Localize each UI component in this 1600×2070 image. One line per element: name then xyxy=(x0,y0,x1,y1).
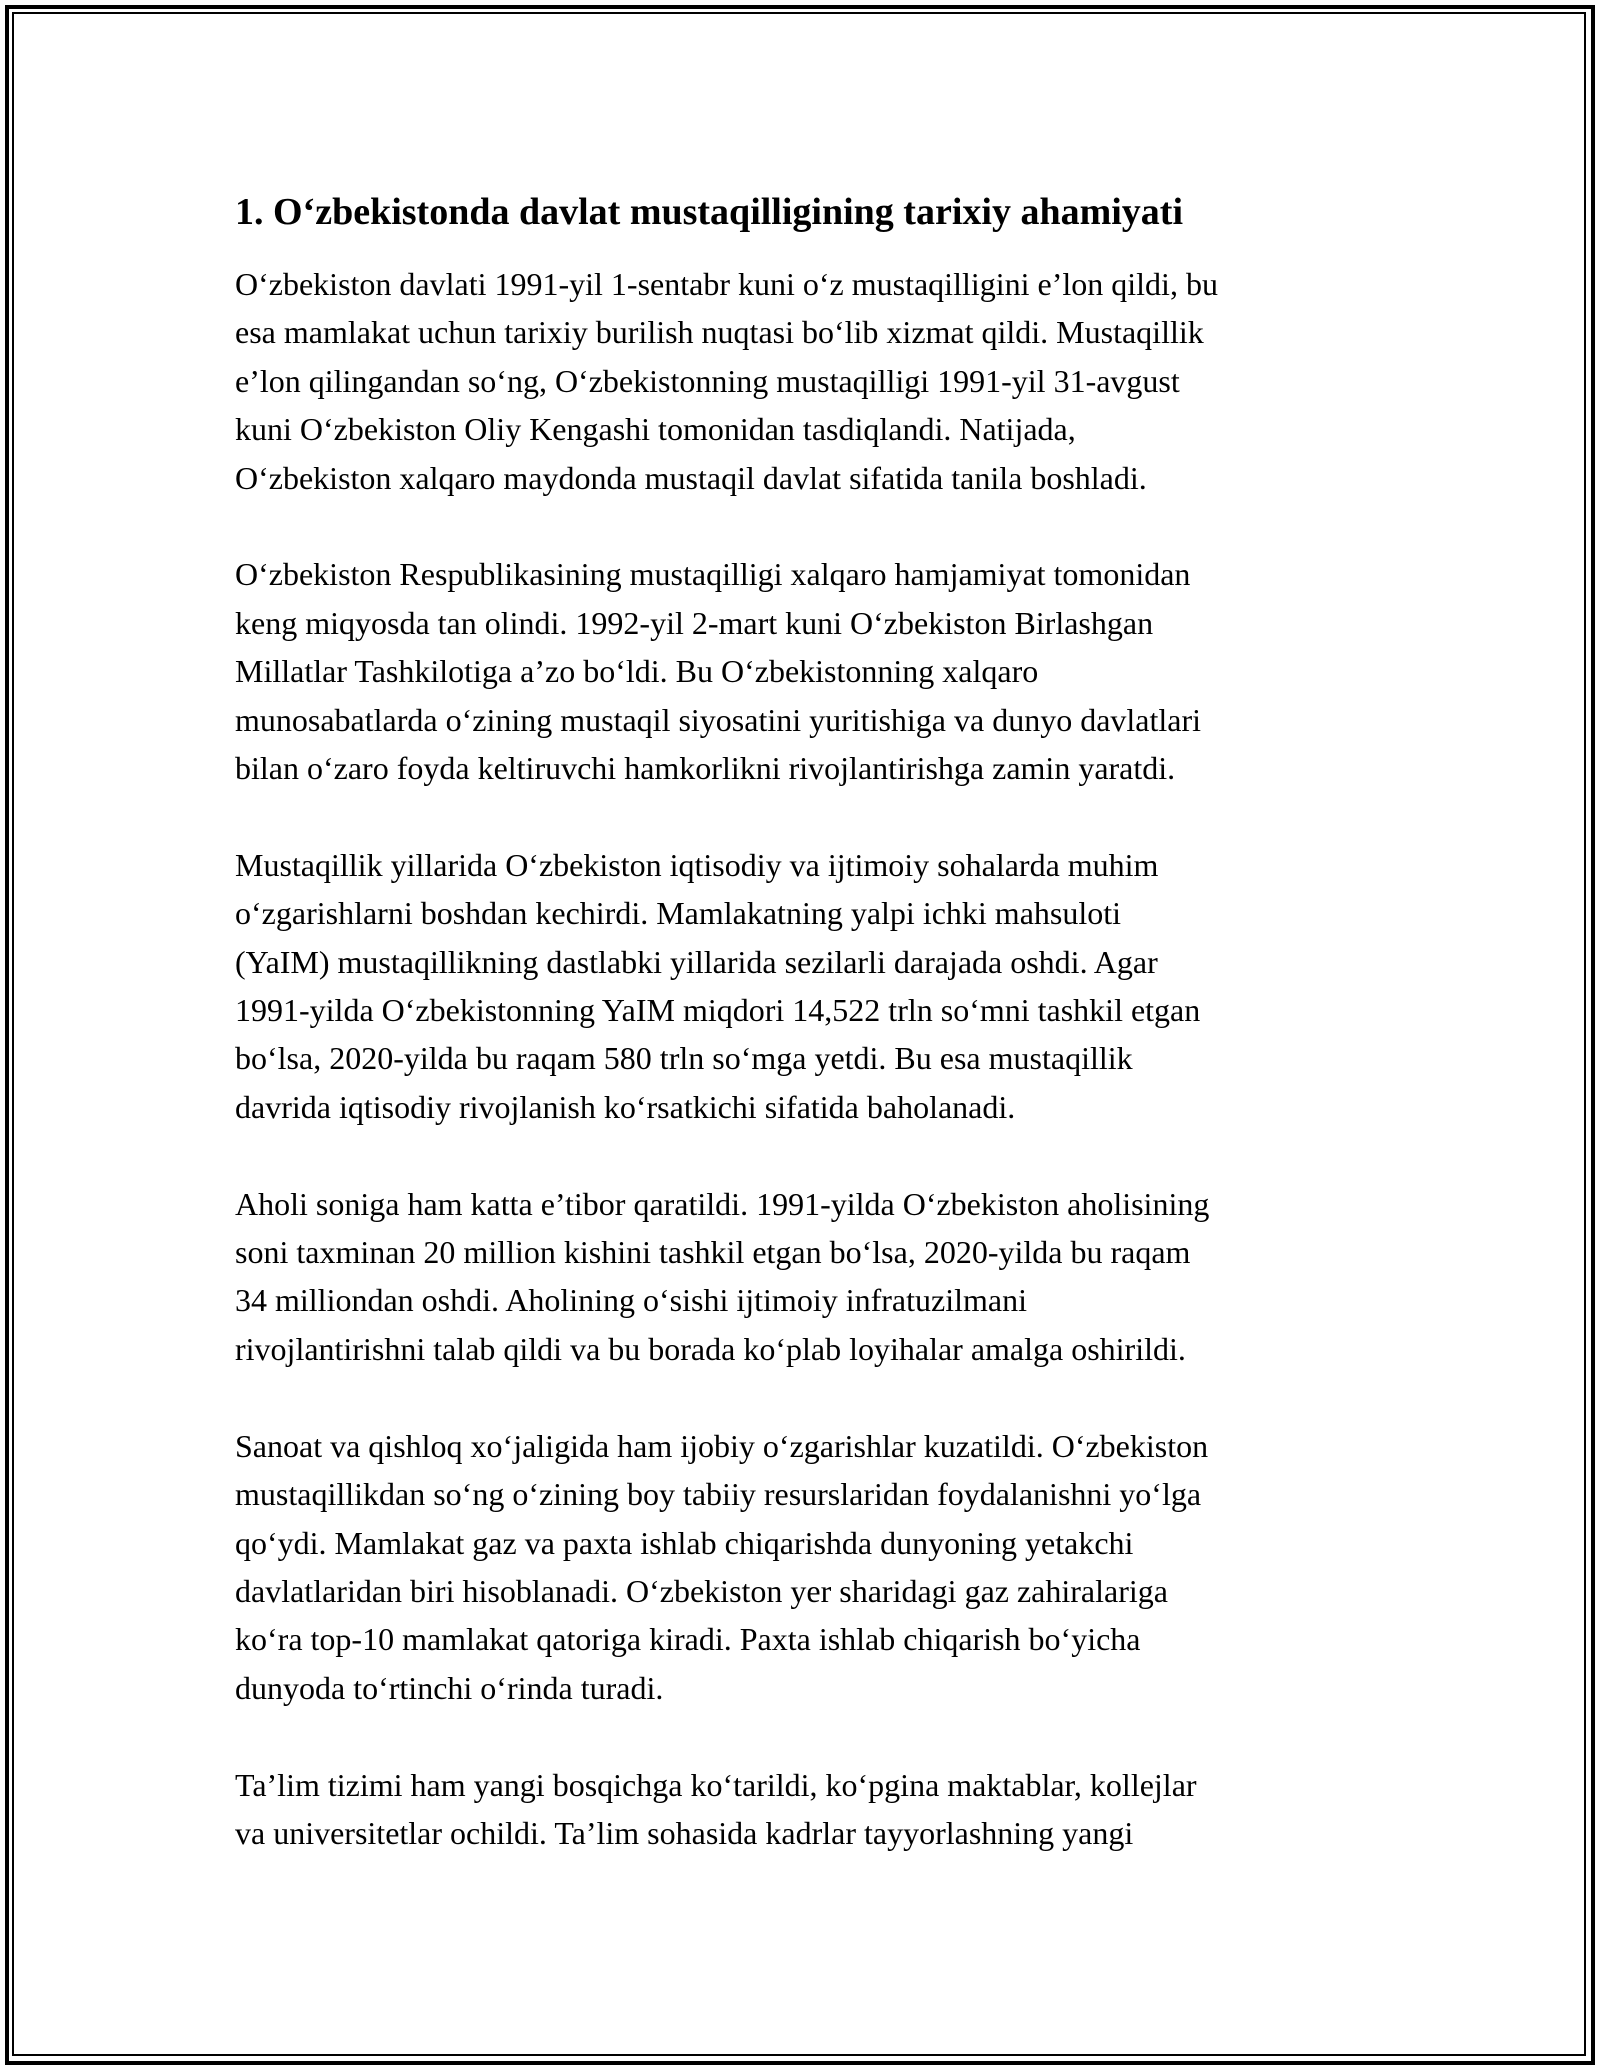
paragraph-population xyxy=(235,1180,1395,1374)
text-line: keng miqyosda tan olindi. 1992-yil 2-mart kuni O‘zbekiston Birlashgan xyxy=(235,604,1154,641)
text-line: o‘zgarishlarni boshdan kechirdi. Mamlakatning yalpi ichki mahsuloti xyxy=(235,895,1122,932)
text-line: O‘zbekiston Respublikasining mustaqilligi xalqaro hamjamiyat tomonidan xyxy=(235,556,1191,593)
text-line: bilan o‘zaro foyda keltiruvchi hamkorlikni rivojlantirishga zamin yaratdi. xyxy=(235,750,1176,787)
text-line: Ta’lim tizimi ham yangi bosqichga ko‘tarildi, ko‘pgina maktablar, kollejlar xyxy=(235,1766,1197,1803)
text-line: O‘zbekiston xalqaro maydonda mustaqil davlat sifatida tanila boshladi. xyxy=(235,459,1147,496)
text-line: kuni O‘zbekiston Oliy Kengashi tomonidan tasdiqlandi. Natijada, xyxy=(235,411,1076,448)
text-line: 1991-yilda O‘zbekistonning YaIM miqdori 14,522 trln so‘mni tashkil etgan xyxy=(235,992,1201,1029)
text-line: davrida iqtisodiy rivojlanish ko‘rsatkichi sifatida baholanadi. xyxy=(235,1088,1016,1125)
paragraph-education xyxy=(235,1761,1395,1858)
text-line: e’lon qilingandan so‘ng, O‘zbekistonning mustaqilligi 1991-yil 31-avgust xyxy=(235,362,1180,399)
document-body xyxy=(235,186,1395,1906)
text-line: O‘zbekiston davlati 1991-yil 1-sentabr kuni o‘z mustaqilligini e’lon qildi, bu xyxy=(235,266,1218,302)
text-line: dunyoda to‘rtinchi o‘rinda turadi. xyxy=(235,1669,664,1706)
text-line: bo‘lsa, 2020-yilda bu raqam 580 trln so‘mga yetdi. Bu esa mustaqillik xyxy=(235,1040,1133,1077)
section-heading: 1. O‘zbekistonda davlat mustaqilligining tarixiy ahamiyati xyxy=(235,191,1183,233)
text-line: davlatlaridan biri hisoblanadi. O‘zbekiston yer sharidagi gaz zahiralariga xyxy=(235,1572,1168,1609)
text-line: qo‘ydi. Mamlakat gaz va paxta ishlab chiqarishda dunyoning yetakchi xyxy=(235,1524,1134,1561)
paragraph-industry-agriculture xyxy=(235,1422,1395,1712)
text-line: Mustaqillik yillarida O‘zbekiston iqtisodiy va ijtimoiy sohalarda muhim xyxy=(235,846,1159,883)
paragraph-international-recognition xyxy=(235,550,1395,792)
text-line: munosabatlarda o‘zining mustaqil siyosatini yuritishiga va dunyo davlatlari xyxy=(235,701,1202,738)
text-line: va universitetlar ochildi. Ta’lim sohasida kadrlar tayyorlashning yangi xyxy=(235,1814,1134,1851)
text-line: rivojlantirishni talab qildi va bu borada ko‘plab loyihalar amalga oshirildi. xyxy=(235,1330,1186,1367)
text-line: Aholi soniga ham katta e’tibor qaratildi. 1991-yilda O‘zbekiston aholisining xyxy=(235,1185,1210,1222)
text-line: (YaIM) mustaqillikning dastlabki yillarida sezilarli darajada oshdi. Agar xyxy=(235,943,1158,980)
text-line: esa mamlakat uchun tarixiy burilish nuqtasi bo‘lib xizmat qildi. Mustaqillik xyxy=(235,314,1204,351)
paragraph-economic-changes xyxy=(235,841,1395,1131)
text-line: 34 milliondan oshdi. Aholining o‘sishi ijtimoiy infratuzilmani xyxy=(235,1282,1027,1319)
text-line: ko‘ra top-10 mamlakat qatoriga kiradi. Paxta ishlab chiqarish bo‘yicha xyxy=(235,1621,1141,1658)
text-line: Sanoat va qishloq xo‘jaligida ham ijobiy o‘zgarishlar kuzatildi. O‘zbekiston xyxy=(235,1427,1209,1464)
text-line: soni taxminan 20 million kishini tashkil etgan bo‘lsa, 2020-yilda bu raqam xyxy=(235,1234,1191,1271)
paragraph-independence-declaration xyxy=(235,260,1395,502)
text-line: Millatlar Tashkilotiga a’zo bo‘ldi. Bu O‘zbekistonning xalqaro xyxy=(235,653,1039,690)
text-line: mustaqillikdan so‘ng o‘zining boy tabiiy resurslaridan foydalanishni yo‘lga xyxy=(235,1476,1202,1513)
